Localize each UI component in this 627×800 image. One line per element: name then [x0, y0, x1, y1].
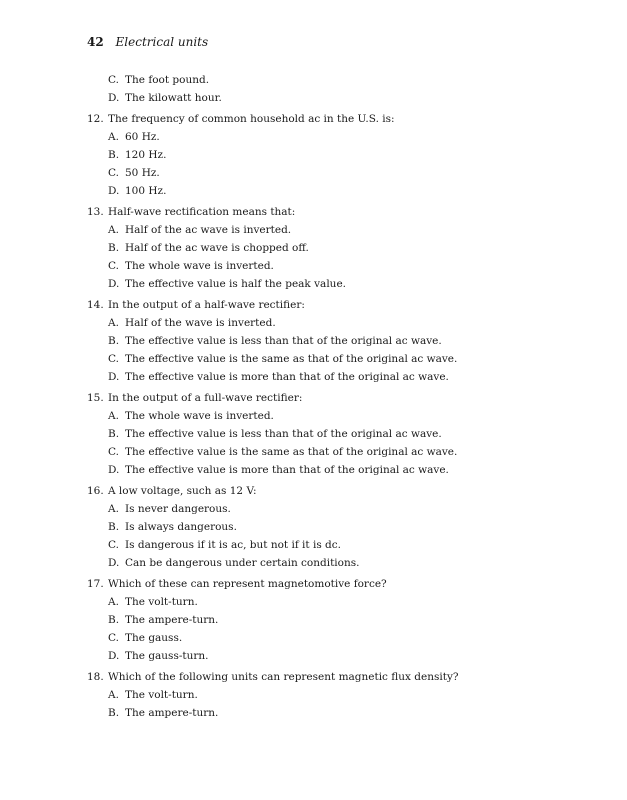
option-label: B.: [108, 707, 120, 719]
option-label: D.: [108, 278, 120, 290]
question-stem: [87, 668, 567, 686]
option-text: The effective value is the same as that of the original ac wave.: [125, 446, 458, 458]
answer-option: [87, 629, 567, 647]
option-text: Half of the ac wave is inverted.: [125, 224, 292, 236]
answer-option: [87, 350, 567, 368]
option-text: Is dangerous if it is ac, but not if it is dc.: [125, 539, 341, 551]
option-label: D.: [108, 185, 120, 197]
option-label: B.: [108, 428, 120, 440]
option-label: A.: [108, 224, 119, 236]
question-list: [87, 71, 567, 722]
answer-option: [87, 518, 567, 536]
option-text: The foot pound.: [125, 74, 210, 86]
question-stem: [87, 575, 567, 593]
option-label: B.: [108, 335, 120, 347]
answer-option: [87, 128, 567, 146]
option-label: B.: [108, 614, 120, 626]
option-text: 120 Hz.: [125, 149, 167, 161]
answer-option: [87, 443, 567, 461]
answer-option: [87, 257, 567, 275]
page-header: [87, 35, 208, 49]
question-text: Half-wave rectification means that:: [108, 206, 296, 218]
answer-option: [87, 407, 567, 425]
option-text: Is never dangerous.: [125, 503, 231, 515]
answer-option: [87, 500, 567, 518]
option-text: The whole wave is inverted.: [125, 410, 274, 422]
option-text: The volt-turn.: [125, 689, 198, 701]
option-text: The gauss-turn.: [125, 650, 209, 662]
option-label: A.: [108, 689, 119, 701]
option-text: Can be dangerous under certain conditions.: [125, 557, 360, 569]
question-stem: [87, 389, 567, 407]
option-label: A.: [108, 317, 119, 329]
option-text: The effective value is half the peak value.: [125, 278, 346, 290]
option-text: The ampere-turn.: [125, 707, 219, 719]
answer-option: [87, 239, 567, 257]
option-label: D.: [108, 371, 120, 383]
option-label: C.: [108, 167, 119, 179]
answer-option: [87, 146, 567, 164]
answer-option: [87, 221, 567, 239]
answer-option: [87, 368, 567, 386]
question-text: In the output of a full-wave rectifier:: [108, 392, 303, 404]
running-title: Electrical units: [115, 35, 209, 49]
option-text: The gauss.: [125, 632, 183, 644]
option-label: C.: [108, 74, 119, 86]
answer-option: [87, 593, 567, 611]
option-label: D.: [108, 92, 120, 104]
question-number: 15.: [87, 392, 104, 404]
option-text: 50 Hz.: [125, 167, 160, 179]
question-stem: [87, 203, 567, 221]
option-text: The effective value is less than that of the original ac wave.: [125, 428, 442, 440]
page-number: 42: [87, 35, 104, 49]
answer-option: [87, 164, 567, 182]
carryover-option: [87, 89, 567, 107]
option-text: Half of the wave is inverted.: [125, 317, 276, 329]
option-label: C.: [108, 632, 119, 644]
option-label: B.: [108, 242, 120, 254]
question-number: 12.: [87, 113, 104, 125]
option-label: C.: [108, 260, 119, 272]
question-text: A low voltage, such as 12 V:: [108, 485, 257, 497]
option-label: C.: [108, 446, 119, 458]
question-text: In the output of a half-wave rectifier:: [108, 299, 305, 311]
option-text: The whole wave is inverted.: [125, 260, 274, 272]
option-label: C.: [108, 353, 119, 365]
answer-option: [87, 461, 567, 479]
option-label: A.: [108, 596, 119, 608]
question-text: Which of the following units can represent magnetic flux density?: [108, 671, 459, 683]
option-text: The kilowatt hour.: [125, 92, 222, 104]
question-number: 16.: [87, 485, 104, 497]
option-label: C.: [108, 539, 119, 551]
answer-option: [87, 425, 567, 443]
question-number: 17.: [87, 578, 104, 590]
question-stem: [87, 296, 567, 314]
question-number: 18.: [87, 671, 104, 683]
option-label: A.: [108, 131, 119, 143]
answer-option: [87, 611, 567, 629]
answer-option: [87, 686, 567, 704]
carryover-option: [87, 71, 567, 89]
option-text: Half of the ac wave is chopped off.: [125, 242, 309, 254]
answer-option: [87, 647, 567, 665]
question-number: 13.: [87, 206, 104, 218]
answer-option: [87, 275, 567, 293]
option-text: Is always dangerous.: [125, 521, 237, 533]
option-text: The effective value is the same as that of the original ac wave.: [125, 353, 458, 365]
option-text: The effective value is more than that of the original ac wave.: [125, 464, 449, 476]
answer-option: [87, 536, 567, 554]
answer-option: [87, 314, 567, 332]
option-label: D.: [108, 464, 120, 476]
option-label: A.: [108, 503, 119, 515]
option-label: A.: [108, 410, 119, 422]
question-stem: [87, 110, 567, 128]
option-text: The effective value is more than that of the original ac wave.: [125, 371, 449, 383]
question-stem: [87, 482, 567, 500]
answer-option: [87, 332, 567, 350]
option-label: D.: [108, 650, 120, 662]
option-label: B.: [108, 149, 120, 161]
option-label: B.: [108, 521, 120, 533]
option-text: The volt-turn.: [125, 596, 198, 608]
question-text: The frequency of common household ac in the U.S. is:: [108, 113, 395, 125]
answer-option: [87, 182, 567, 200]
option-text: 100 Hz.: [125, 185, 167, 197]
question-text: Which of these can represent magnetomotive force?: [108, 578, 387, 590]
answer-option: [87, 704, 567, 722]
question-number: 14.: [87, 299, 104, 311]
option-text: The ampere-turn.: [125, 614, 219, 626]
option-text: The effective value is less than that of the original ac wave.: [125, 335, 442, 347]
option-label: D.: [108, 557, 120, 569]
answer-option: [87, 554, 567, 572]
option-text: 60 Hz.: [125, 131, 160, 143]
